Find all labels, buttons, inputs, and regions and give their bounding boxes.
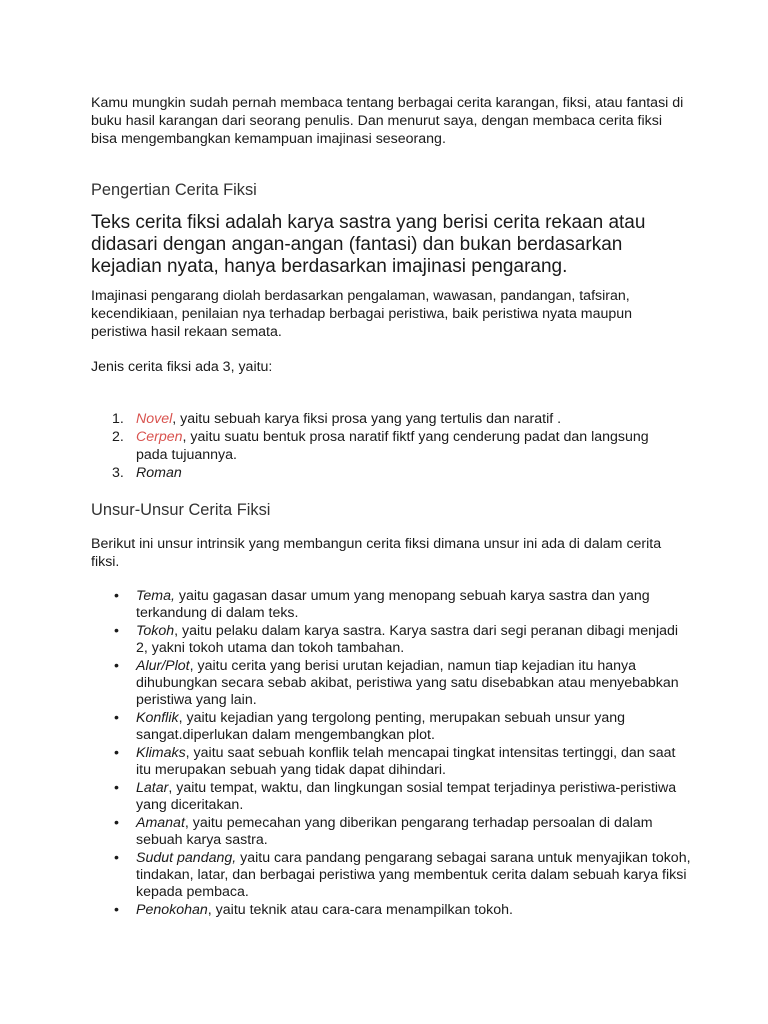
list-text: yaitu gagasan dasar umum yang menopang sebuah karya sastra dan yang terkandung di dalam teks. [136, 588, 650, 621]
list-item [91, 588, 691, 622]
list-text: , yaitu teknik atau cara-cara menampilkan tokoh. [207, 902, 513, 918]
list-item [91, 428, 651, 464]
list-text: , yaitu tempat, waktu, dan lingkungan sosial tempat terjadinya peristiwa-peristiwa yang diceritakan. [136, 780, 677, 813]
jenis-list [91, 410, 651, 482]
unsur-list [91, 588, 691, 920]
list-item [91, 745, 691, 779]
list-text: , yaitu kejadian yang tergolong penting, merupakan sebuah unsur yang sangat.diperlukan dalam mengembangkan plot. [136, 710, 626, 743]
list-item [91, 850, 691, 901]
bullet-icon: • [114, 588, 119, 604]
list-term: Tokoh [136, 623, 175, 639]
bullet-icon: • [114, 902, 119, 918]
heading-pengertian: Pengertian Cerita Fiksi [91, 181, 257, 199]
definition-paragraph: Teks cerita fiksi adalah karya sastra yang berisi cerita rekaan atau didasari dengan angan-angan (fantasi) dan bukan berdasarkan kejadian nyata, hanya berdasarkan imajinasi pengarang. [91, 212, 646, 277]
heading-unsur: Unsur-Unsur Cerita Fiksi [91, 501, 271, 519]
bullet-icon: • [114, 815, 119, 831]
list-text: , yaitu pelaku dalam karya sastra. Karya sastra dari segi peranan dibagi menjadi 2, yakni tokoh utama dan tokoh tambahan. [136, 623, 679, 656]
list-item [91, 710, 691, 744]
list-term: Tema, [136, 588, 175, 604]
list-number: 1. [112, 411, 124, 427]
bullet-icon: • [114, 850, 119, 866]
list-text: , yaitu cerita yang berisi urutan kejadian, namun tiap kejadian itu hanya dihubungkan secara sebab akibat, peristiwa yang satu disebabkan atau menyebabkan peristiwa yang lain. [136, 658, 679, 708]
bullet-icon: • [114, 658, 119, 674]
list-item [91, 658, 691, 709]
list-item [91, 780, 691, 814]
list-item [91, 410, 651, 428]
list-term: Alur/Plot [136, 658, 190, 674]
list-term: Novel [136, 411, 173, 427]
list-term: Konflik [136, 710, 179, 726]
bullet-icon: • [114, 745, 119, 761]
unsur-intro: Berikut ini unsur intrinsik yang membangun cerita fiksi dimana unsur ini ada di dalam cerita fiksi. [91, 536, 662, 570]
list-text: , yaitu sebuah karya fiksi prosa yang yang tertulis dan naratif . [172, 411, 562, 427]
list-term: Amanat [136, 815, 185, 831]
list-term: Sudut pandang, [136, 850, 237, 866]
list-term: Penokohan [136, 902, 208, 918]
list-term: Klimaks [136, 745, 186, 761]
list-item [91, 623, 691, 657]
bullet-icon: • [114, 780, 119, 796]
list-number: 3. [112, 465, 124, 481]
list-number: 2. [112, 429, 124, 445]
list-item [91, 815, 691, 849]
list-term: Latar [136, 780, 169, 796]
list-term: Roman [136, 465, 182, 481]
list-text: , yaitu saat sebuah konflik telah mencapai tingkat intensitas tertinggi, dan saat itu merupakan sebuah yang tidak dapat dihindari. [136, 745, 676, 778]
list-item [91, 464, 651, 482]
imajinasi-paragraph: Imajinasi pengarang diolah berdasarkan pengalaman, wawasan, pandangan, tafsiran, kecendikiaan, penilaian nya terhadap berbagai peristiwa, baik peristiwa nyata maupun peristiwa hasil rekaan semata. [91, 288, 633, 340]
intro-paragraph: Kamu mungkin sudah pernah membaca tentang berbagai cerita karangan, fiksi, atau fantasi di buku hasil karangan dari seorang penulis. Dan menurut saya, dengan membaca cerita fiksi bisa mengembangkan kemampuan imajinasi seseorang. [91, 95, 684, 147]
list-text: , yaitu pemecahan yang diberikan pengarang terhadap persoalan di dalam sebuah karya sastra. [136, 815, 653, 848]
bullet-icon: • [114, 710, 119, 726]
bullet-icon: • [114, 623, 119, 639]
list-text: yaitu cara pandang pengarang sebagai sarana untuk menyajikan tokoh, tindakan, latar, dan berbagai peristiwa yang membentuk cerita dalam sebuah karya fiksi kepada pembaca. [136, 850, 691, 900]
list-term: Cerpen [136, 429, 183, 445]
jenis-intro: Jenis cerita fiksi ada 3, yaitu: [91, 359, 273, 375]
list-item [91, 902, 691, 919]
list-text: , yaitu suatu bentuk prosa naratif fiktf yang cenderung padat dan langsung pada tujuannya. [136, 429, 649, 463]
